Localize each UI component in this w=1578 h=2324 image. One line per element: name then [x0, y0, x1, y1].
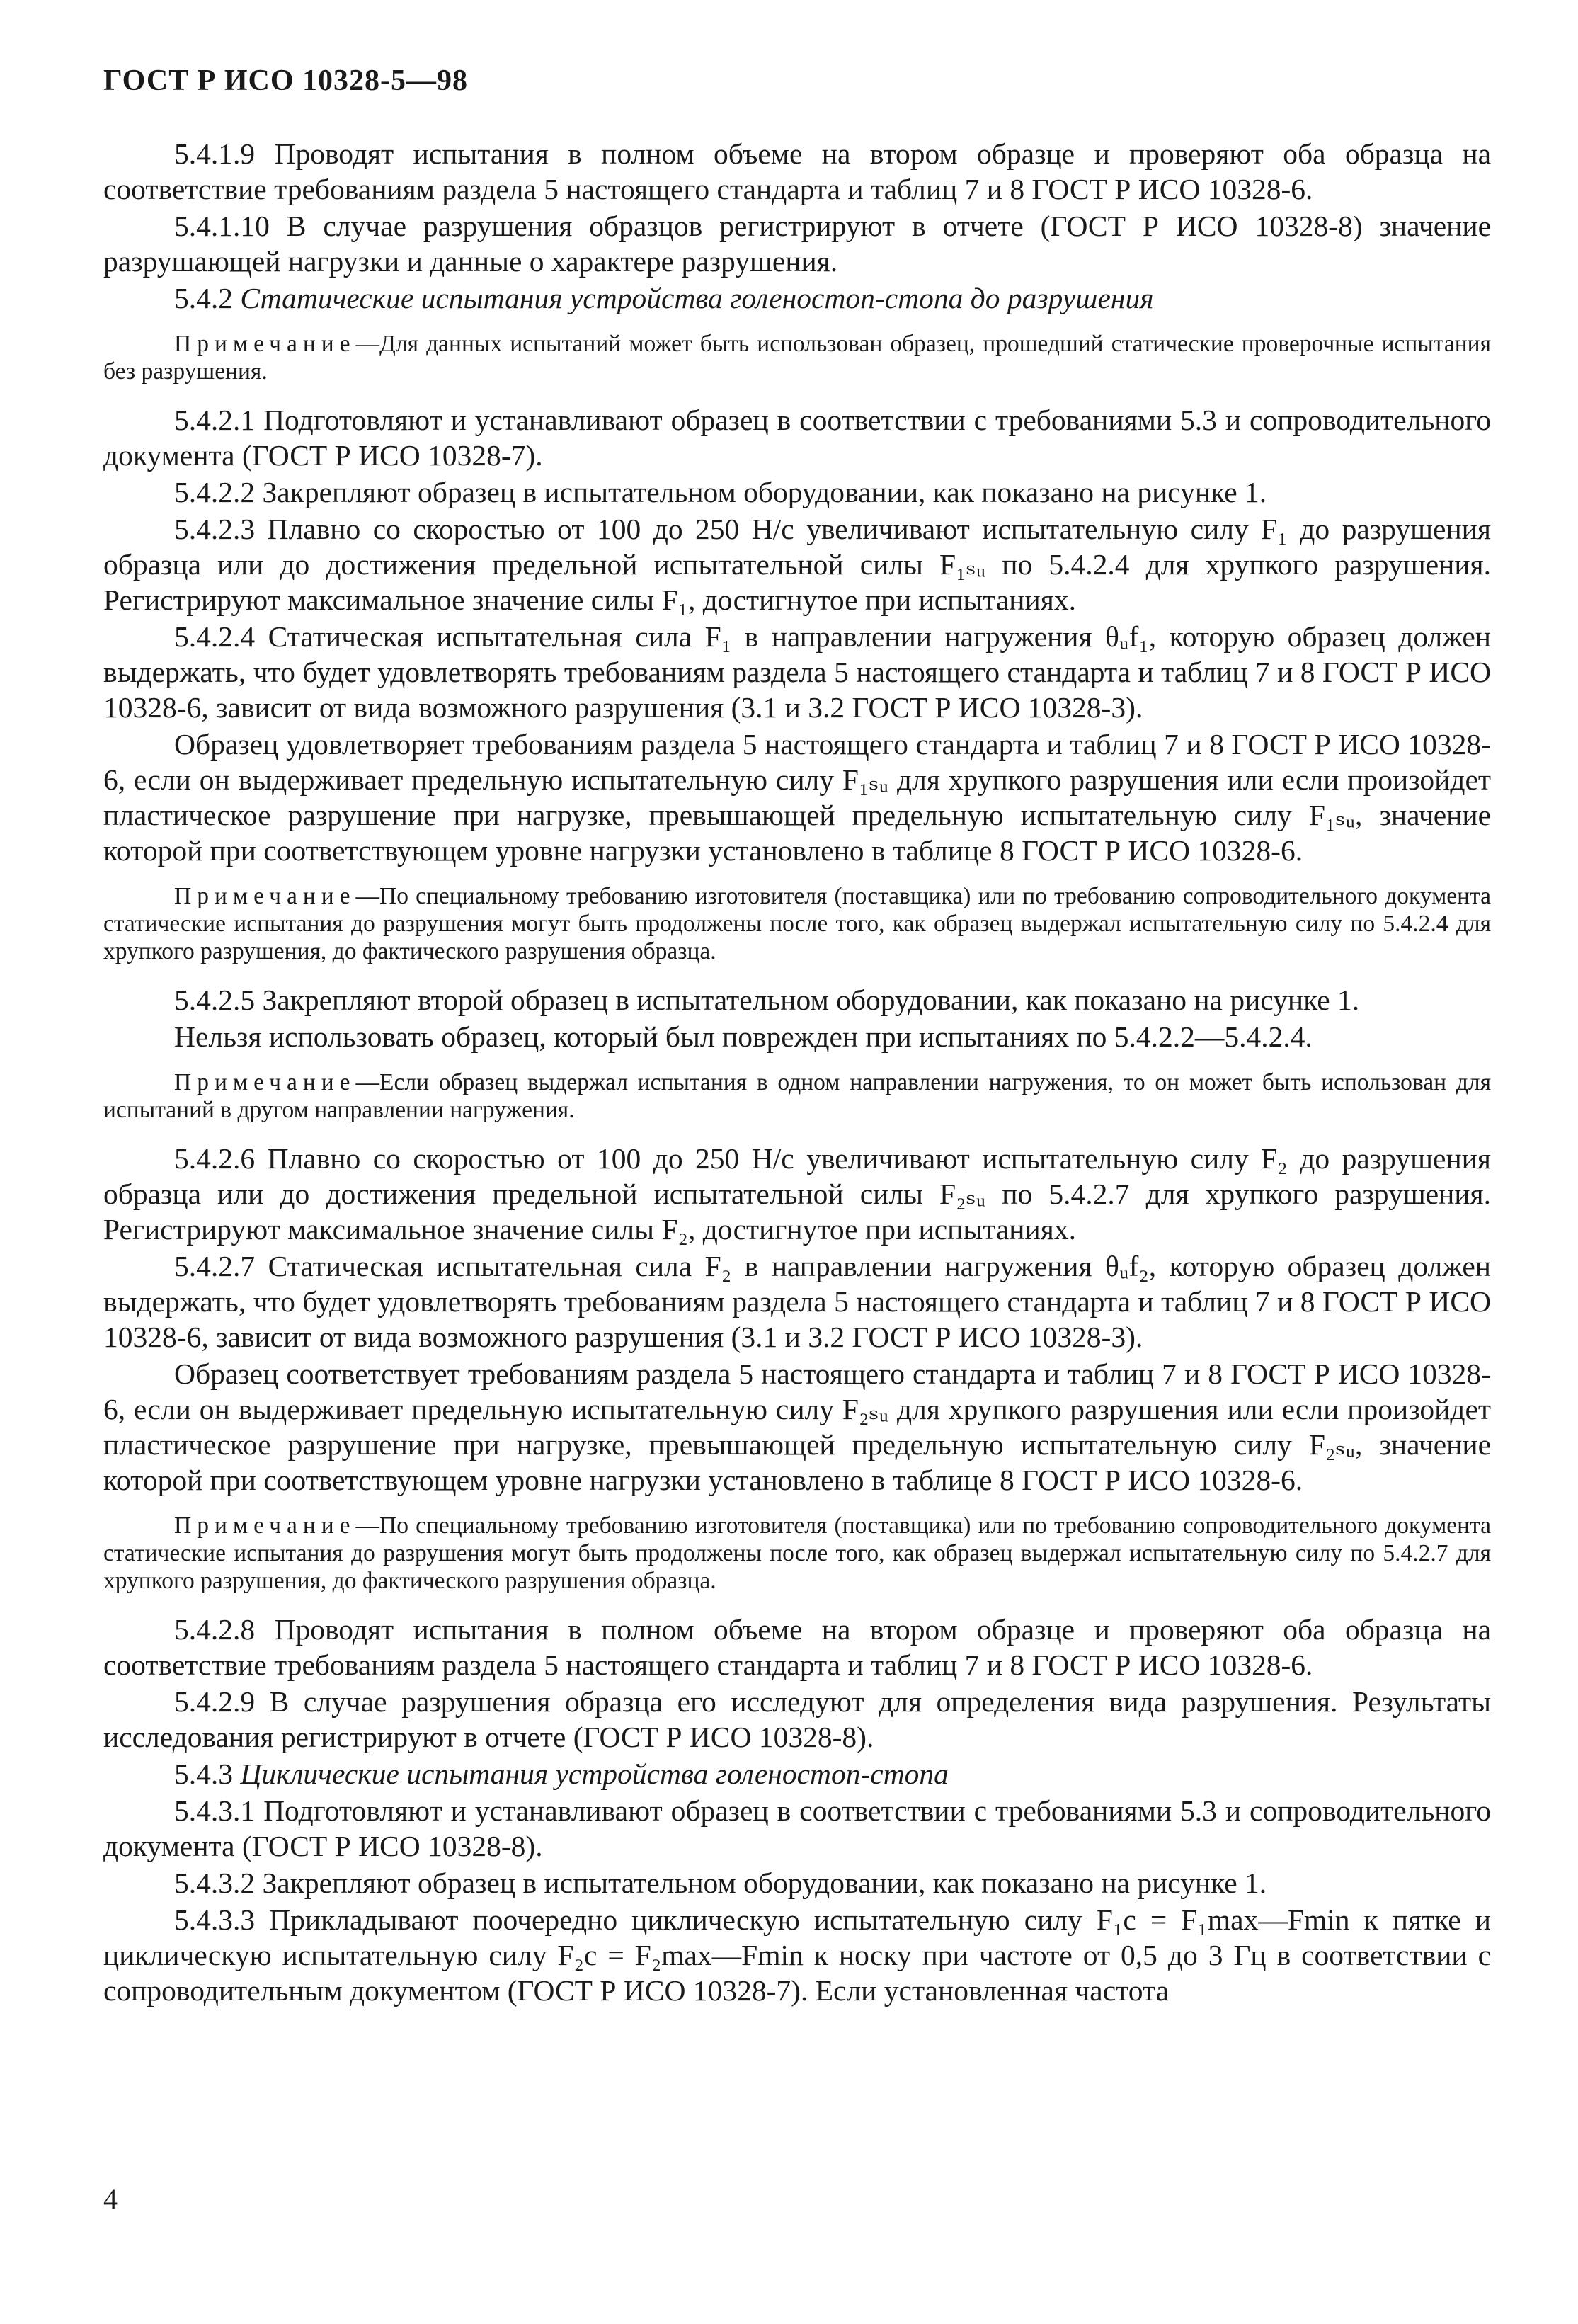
- note-label: Примечание: [174, 1069, 356, 1095]
- note-label: Примечание: [174, 1513, 356, 1539]
- page-number: 4: [103, 2183, 118, 2215]
- note-label: Примечание: [174, 331, 356, 357]
- body-paragraph: 5.4.2.8 Проводят испытания в полном объеме на втором образце и проверяют оба образца на соответствие требованиям раздела 5 настоящего стандарта и таблиц 7 и 8 ГОСТ Р ИСО 10328-6.: [103, 1613, 1491, 1681]
- body-paragraph: 5.4.2.7 Статическая испытательная сила F₂ в направлении нагружения θᵤf₂, которую образец должен выдержать, что будет удовлетворять требованиям раздела 5 настоящего стандарта и таблиц 7 и 8 ГОСТ Р ИСО 10328-6, зависит от вида возможного разрушения (3.1 и 3.2 ГОСТ Р ИСО 10328-3).: [103, 1250, 1491, 1353]
- section-heading: [103, 280, 1491, 316]
- body-paragraph: 5.4.2.1 Подготовляют и устанавливают образец в соответствии с требованиями 5.3 и сопроводительного документа (ГОСТ Р ИСО 10328-7).: [103, 404, 1491, 472]
- section-heading: [103, 1756, 1491, 1792]
- body-paragraph: 5.4.3.2 Закрепляют образец в испытательном оборудовании, как показано на рисунке 1.: [174, 1867, 1267, 1899]
- note-text: Если образец выдержал испытания в одном направлении нагружения, то он может быть использован для испытаний в другом направлении нагружения.: [103, 1069, 1491, 1123]
- body-paragraph: 5.4.1.9 Проводят испытания в полном объеме на втором образце и проверяют оба образца на соответствие требованиям раздела 5 настоящего стандарта и таблиц 7 и 8 ГОСТ Р ИСО 10328-6.: [103, 137, 1491, 205]
- body-paragraph: 5.4.1.10 В случае разрушения образцов регистрируют в отчете (ГОСТ Р ИСО 10328-8) значение разрушающей нагрузки и данные о характере разрушения.: [103, 210, 1491, 278]
- body-paragraph: 5.4.2.9 В случае разрушения образца его исследуют для определения вида разрушения. Результаты исследования регистрируют в отчете (ГОСТ Р ИСО 10328-8).: [103, 1685, 1491, 1753]
- note-label: Примечание: [174, 883, 356, 909]
- note-paragraph: Примечание—По специальному требованию изготовителя (поставщика) или по требованию сопроводительного документа статические испытания до разрушения могут быть продолжены после того, как образец выдержал испытательную силу по 5.4.2.4 для хрупкого разрушения, до фактического разрушения образца.: [103, 883, 1491, 964]
- body-paragraph: Образец удовлетворяет требованиям раздела 5 настоящего стандарта и таблиц 7 и 8 ГОСТ Р ИСО 10328-6, если он выдерживает предельную испытательную силу F₁ₛᵤ для хрупкого разрушения или если произойдет пластическое разрушение при нагрузке, превышающей предельную испытательную силу F₁ₛᵤ, значение которой при соответствующем уровне нагрузки установлено в таблице 8 ГОСТ Р ИСО 10328-6.: [103, 728, 1491, 867]
- note-text: По специальному требованию изготовителя (поставщика) или по требованию сопроводительного документа статические испытания до разрушения могут быть продолжены после того, как образец выдержал испытательную силу по 5.4.2.4 для хрупкого разрушения, до фактического разрушения образца.: [103, 883, 1491, 964]
- body-paragraph: 5.4.2.3 Плавно со скоростью от 100 до 250 Н/с увеличивают испытательную силу F₁ до разрушения образца или до достижения предельной испытательной силы F₁ₛᵤ по 5.4.2.4 для хрупкого разрушения. Регистрируют максимальное значение силы F₁, достигнутое при испытаниях.: [103, 513, 1491, 616]
- note-paragraph: Примечание—По специальному требованию изготовителя (поставщика) или по требованию сопроводительного документа статические испытания до разрушения могут быть продолжены после того, как образец выдержал испытательную силу по 5.4.2.7 для хрупкого разрушения, до фактического разрушения образца.: [103, 1513, 1491, 1594]
- section-title: Статические испытания устройства голеностоп-стопа до разрушения: [240, 282, 1154, 314]
- section-number: 5.4.2: [174, 282, 233, 314]
- section-number: 5.4.3: [174, 1758, 233, 1790]
- body-paragraph: 5.4.2.4 Статическая испытательная сила F₁ в направлении нагружения θᵤf₁, которую образец должен выдержать, что будет удовлетворять требованиям раздела 5 настоящего стандарта и таблиц 7 и 8 ГОСТ Р ИСО 10328-6, зависит от вида возможного разрушения (3.1 и 3.2 ГОСТ Р ИСО 10328-3).: [103, 620, 1491, 724]
- note-text: По специальному требованию изготовителя (поставщика) или по требованию сопроводительного документа статические испытания до разрушения могут быть продолжены после того, как образец выдержал испытательную силу по 5.4.2.7 для хрупкого разрушения, до фактического разрушения образца.: [103, 1513, 1491, 1594]
- body-paragraph: Образец соответствует требованиям раздела 5 настоящего стандарта и таблиц 7 и 8 ГОСТ Р ИСО 10328-6, если он выдерживает предельную испытательную силу F₂ₛᵤ для хрупкого разрушения или если произойдет пластическое разрушение при нагрузке, превышающей предельную испытательную силу F₂ₛᵤ, значение которой при соответствующем уровне нагрузки установлено в таблице 8 ГОСТ Р ИСО 10328-6.: [103, 1357, 1491, 1496]
- body-paragraph: 5.4.3.3 Прикладывают поочередно циклическую испытательную силу F₁c = F₁max—Fmin к пятке и циклическую испытательную силу F₂c = F₂max—Fmin к носку при частоте от 0,5 до 3 Гц в соответствии с сопроводительным документом (ГОСТ Р ИСО 10328-7). Если установленная частота: [103, 1903, 1491, 2007]
- note-text: Для данных испытаний может быть использован образец, прошедший статические проверочные испытания без разрушения.: [103, 331, 1491, 385]
- body-paragraph: 5.4.2.6 Плавно со скоростью от 100 до 250 Н/с увеличивают испытательную силу F₂ до разрушения образца или до достижения предельной испытательной силы F₂ₛᵤ по 5.4.2.7 для хрупкого разрушения. Регистрируют максимальное значение силы F₂, достигнутое при испытаниях.: [103, 1142, 1491, 1246]
- note-paragraph: Примечание—Если образец выдержал испытания в одном направлении нагружения, то он может быть использован для испытаний в другом направлении нагружения.: [103, 1069, 1491, 1123]
- body-paragraph: Нельзя использовать образец, который был поврежден при испытаниях по 5.4.2.2—5.4.2.4.: [174, 1020, 1313, 1053]
- note-paragraph: Примечание—Для данных испытаний может быть использован образец, прошедший статические проверочные испытания без разрушения.: [103, 331, 1491, 385]
- section-title: Циклические испытания устройства голеностоп-стопа: [240, 1758, 949, 1790]
- body-paragraph: 5.4.2.5 Закрепляют второй образец в испытательном оборудовании, как показано на рисунке 1.: [174, 984, 1360, 1016]
- body-paragraph: 5.4.2.2 Закрепляют образец в испытательном оборудовании, как показано на рисунке 1.: [174, 476, 1267, 508]
- document-body: [103, 136, 1491, 2010]
- page-header: ГОСТ Р ИСО 10328-5—98: [103, 64, 469, 97]
- body-paragraph: 5.4.3.1 Подготовляют и устанавливают образец в соответствии с требованиями 5.3 и сопроводительного документа (ГОСТ Р ИСО 10328-8).: [103, 1794, 1491, 1862]
